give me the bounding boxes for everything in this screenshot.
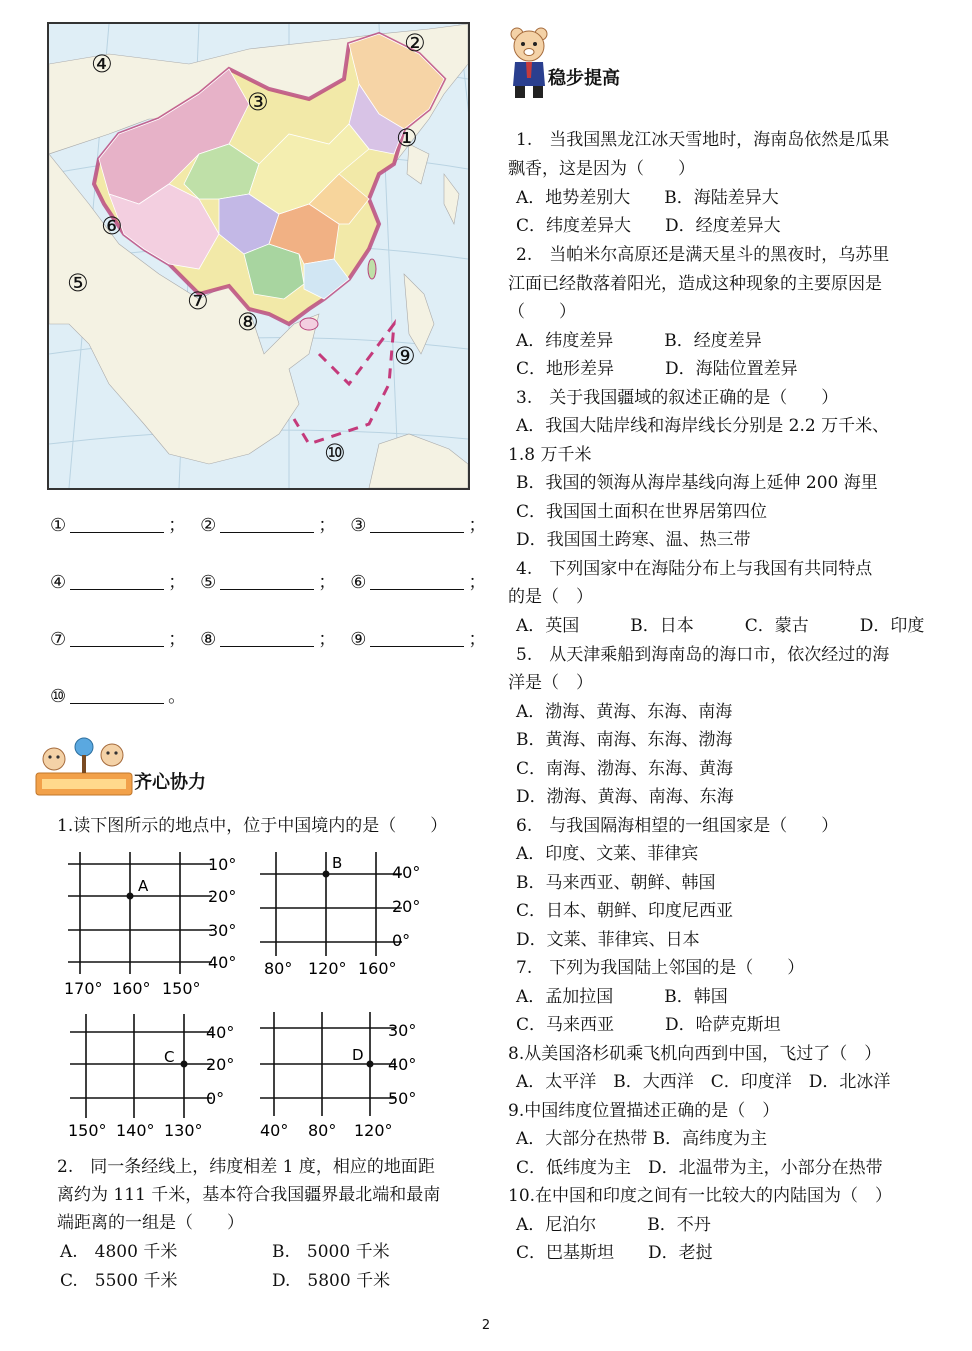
bear-mascot-icon <box>505 24 553 100</box>
svg-text:20°: 20° <box>206 1055 235 1074</box>
right-line-31: A．孟加拉国 B．韩国 <box>516 987 728 1007</box>
right-line-5: 2. 当帕米尔高原还是满天星斗的黑夜时，乌苏里 <box>516 245 890 265</box>
answer-blank-6[interactable] <box>370 569 464 590</box>
right-line-26: A．印度、文莱、菲律宾 <box>516 844 699 864</box>
right-line-28: C．日本、朝鲜、印度尼西亚 <box>516 901 734 921</box>
section-heading-right: 稳步提高 <box>548 68 620 89</box>
grid-b <box>256 848 436 978</box>
svg-text:0°: 0° <box>206 1089 225 1108</box>
blank-row-4: ⑩ 。 <box>50 683 186 711</box>
right-line-25: 6. 与我国隔海相望的一组国家是（ ） <box>516 816 839 836</box>
china-map <box>47 22 470 490</box>
svg-text:160°: 160° <box>112 979 151 998</box>
answer-blank-8[interactable] <box>220 626 314 647</box>
bears-desk-icon <box>32 733 136 801</box>
right-line-34: A．太平洋 B．大西洋 C．印度洋 D．北冰洋 <box>516 1072 891 1092</box>
map-label-7: ⑦ <box>187 287 209 315</box>
right-line-12: 1.8 万千米 <box>508 445 592 465</box>
svg-text:140°: 140° <box>116 1121 155 1140</box>
grid-a-point: A <box>138 877 149 895</box>
map-label-2: ② <box>404 29 426 57</box>
right-line-11: A．我国大陆岸线和海岸线长分别是 2.2 万千米、 <box>516 416 890 436</box>
grid-d <box>256 1010 436 1142</box>
right-line-9: C．地形差异 D．海陆位置差异 <box>516 359 798 379</box>
right-line-22: B．黄海、南海、东海、渤海 <box>516 730 733 750</box>
right-line-4: C．纬度差异大 D．经度差异大 <box>516 216 781 236</box>
svg-text:120°: 120° <box>308 959 347 978</box>
right-line-38: 10.在中国和印度之间有一比较大的内陆国为（ ） <box>508 1186 893 1206</box>
right-line-33: 8.从美国洛杉矶乘飞机向西到中国，飞过了（ ） <box>508 1044 882 1064</box>
right-line-16: 4. 下列国家中在海陆分布上与我国有共同特点 <box>516 559 873 579</box>
right-line-37: C．低纬度为主 D．北温带为主，小部分在热带 <box>516 1158 883 1178</box>
right-line-20: 洋是（ ） <box>508 673 593 693</box>
grid-c-point: C <box>164 1048 175 1066</box>
svg-text:30°: 30° <box>388 1021 417 1040</box>
map-label-5: ⑤ <box>67 269 89 297</box>
map-label-8: ⑧ <box>237 308 259 336</box>
svg-text:80°: 80° <box>264 959 293 978</box>
left-q2-line-1: 2. 同一条经线上，纬度相差 1 度，相应的地面距 <box>57 1157 435 1177</box>
left-q2-line-3: 端距离的一组是（ ） <box>57 1213 244 1233</box>
right-line-15: D．我国国土跨寒、温、热三带 <box>516 530 751 550</box>
map-label-9: ⑨ <box>394 342 416 370</box>
right-line-29: D．文莱、菲律宾、日本 <box>516 930 700 950</box>
right-line-30: 7. 下列为我国陆上邻国的是（ ） <box>516 958 805 978</box>
svg-text:40°: 40° <box>388 1055 417 1074</box>
svg-text:40°: 40° <box>206 1023 235 1042</box>
left-q2-option-a: A. 4800 千米 <box>60 1242 178 1262</box>
right-line-7: （ ） <box>508 302 576 322</box>
answer-blank-1[interactable] <box>70 512 164 533</box>
answer-blank-9[interactable] <box>370 626 464 647</box>
right-line-27: B．马来西亚、朝鲜、韩国 <box>516 873 716 893</box>
svg-text:150°: 150° <box>68 1121 107 1140</box>
map-label-10: ⑩ <box>324 439 346 467</box>
right-line-14: C．我国国土面积在世界居第四位 <box>516 502 768 522</box>
svg-text:20°: 20° <box>392 897 421 916</box>
right-line-19: 5. 从天津乘船到海南岛的海口市，依次经过的海 <box>516 645 890 665</box>
right-line-36: A．大部分在热带 B．高纬度为主 <box>516 1129 768 1149</box>
svg-text:40°: 40° <box>392 863 421 882</box>
left-q1: 1.读下图所示的地点中，位于中国境内的是（ ） <box>57 816 448 836</box>
svg-text:0°: 0° <box>392 931 411 950</box>
right-line-32: C．马来西亚 D．哈萨克斯坦 <box>516 1015 781 1035</box>
map-label-3: ③ <box>247 88 269 116</box>
svg-text:170°: 170° <box>64 979 103 998</box>
map-label-4: ④ <box>91 50 113 78</box>
right-line-21: A．渤海、黄海、东海、南海 <box>516 702 733 722</box>
map-label-6: ⑥ <box>101 212 123 240</box>
right-line-18: A．英国 B．日本 C．蒙古 D．印度 <box>516 616 925 636</box>
right-line-23: C．南海、渤海、东海、黄海 <box>516 759 734 779</box>
blank-row-2: ④ ； ⑤ ； ⑥ ； <box>50 569 486 597</box>
svg-text:20°: 20° <box>208 887 237 906</box>
answer-blank-2[interactable] <box>220 512 314 533</box>
right-line-2: 飘香，这是因为（ ） <box>508 159 695 179</box>
right-line-24: D．渤海、黄海、南海、东海 <box>516 787 734 807</box>
svg-text:40°: 40° <box>260 1121 289 1140</box>
left-q2-line-2: 离约为 111 千米，基本符合我国疆界最北端和最南 <box>57 1185 441 1205</box>
answer-blank-7[interactable] <box>70 626 164 647</box>
svg-text:150°: 150° <box>162 979 201 998</box>
right-line-40: C．巴基斯坦 D．老挝 <box>516 1243 713 1263</box>
svg-text:50°: 50° <box>388 1089 417 1108</box>
right-line-35: 9.中国纬度位置描述正确的是（ ） <box>508 1101 780 1121</box>
svg-text:80°: 80° <box>308 1121 337 1140</box>
svg-text:30°: 30° <box>208 921 237 940</box>
answer-blank-4[interactable] <box>70 569 164 590</box>
answer-blank-10[interactable] <box>70 683 164 704</box>
answer-blank-3[interactable] <box>370 512 464 533</box>
right-line-39: A．尼泊尔 B．不丹 <box>516 1215 711 1235</box>
left-q2-option-c: C. 5500 千米 <box>60 1271 178 1291</box>
svg-text:10°: 10° <box>208 855 237 874</box>
right-line-1: 1. 当我国黑龙江冰天雪地时，海南岛依然是瓜果 <box>516 130 890 150</box>
right-line-10: 3. 关于我国疆域的叙述正确的是（ ） <box>516 388 839 408</box>
svg-text:130°: 130° <box>164 1121 203 1140</box>
left-q2-option-d: D. 5800 千米 <box>272 1271 391 1291</box>
map-label-1: ① <box>396 124 418 152</box>
blank-row-3: ⑦ ； ⑧ ； ⑨ ； <box>50 626 486 654</box>
right-line-17: 的是（ ） <box>508 587 593 607</box>
blank-row-1: ① ； ② ； ③ ； <box>50 512 486 540</box>
svg-text:40°: 40° <box>208 953 237 972</box>
grid-d-point: D <box>352 1046 364 1064</box>
section-heading-left: 齐心协力 <box>134 772 206 793</box>
right-line-13: B．我国的领海从海岸基线向海上延伸 200 海里 <box>516 473 878 493</box>
answer-blank-5[interactable] <box>220 569 314 590</box>
page-number: 2 <box>481 1318 491 1333</box>
right-line-3: A．地势差别大 B．海陆差异大 <box>516 188 779 208</box>
left-q2-option-b: B. 5000 千米 <box>272 1242 390 1262</box>
grid-c <box>66 1012 246 1142</box>
right-line-6: 江面已经散落着阳光，造成这种现象的主要原因是 <box>508 274 882 294</box>
grid-b-point: B <box>332 854 343 872</box>
svg-text:120°: 120° <box>354 1121 393 1140</box>
grid-a <box>62 848 242 1000</box>
right-line-8: A．纬度差异 B．经度差异 <box>516 331 762 351</box>
svg-text:160°: 160° <box>358 959 397 978</box>
